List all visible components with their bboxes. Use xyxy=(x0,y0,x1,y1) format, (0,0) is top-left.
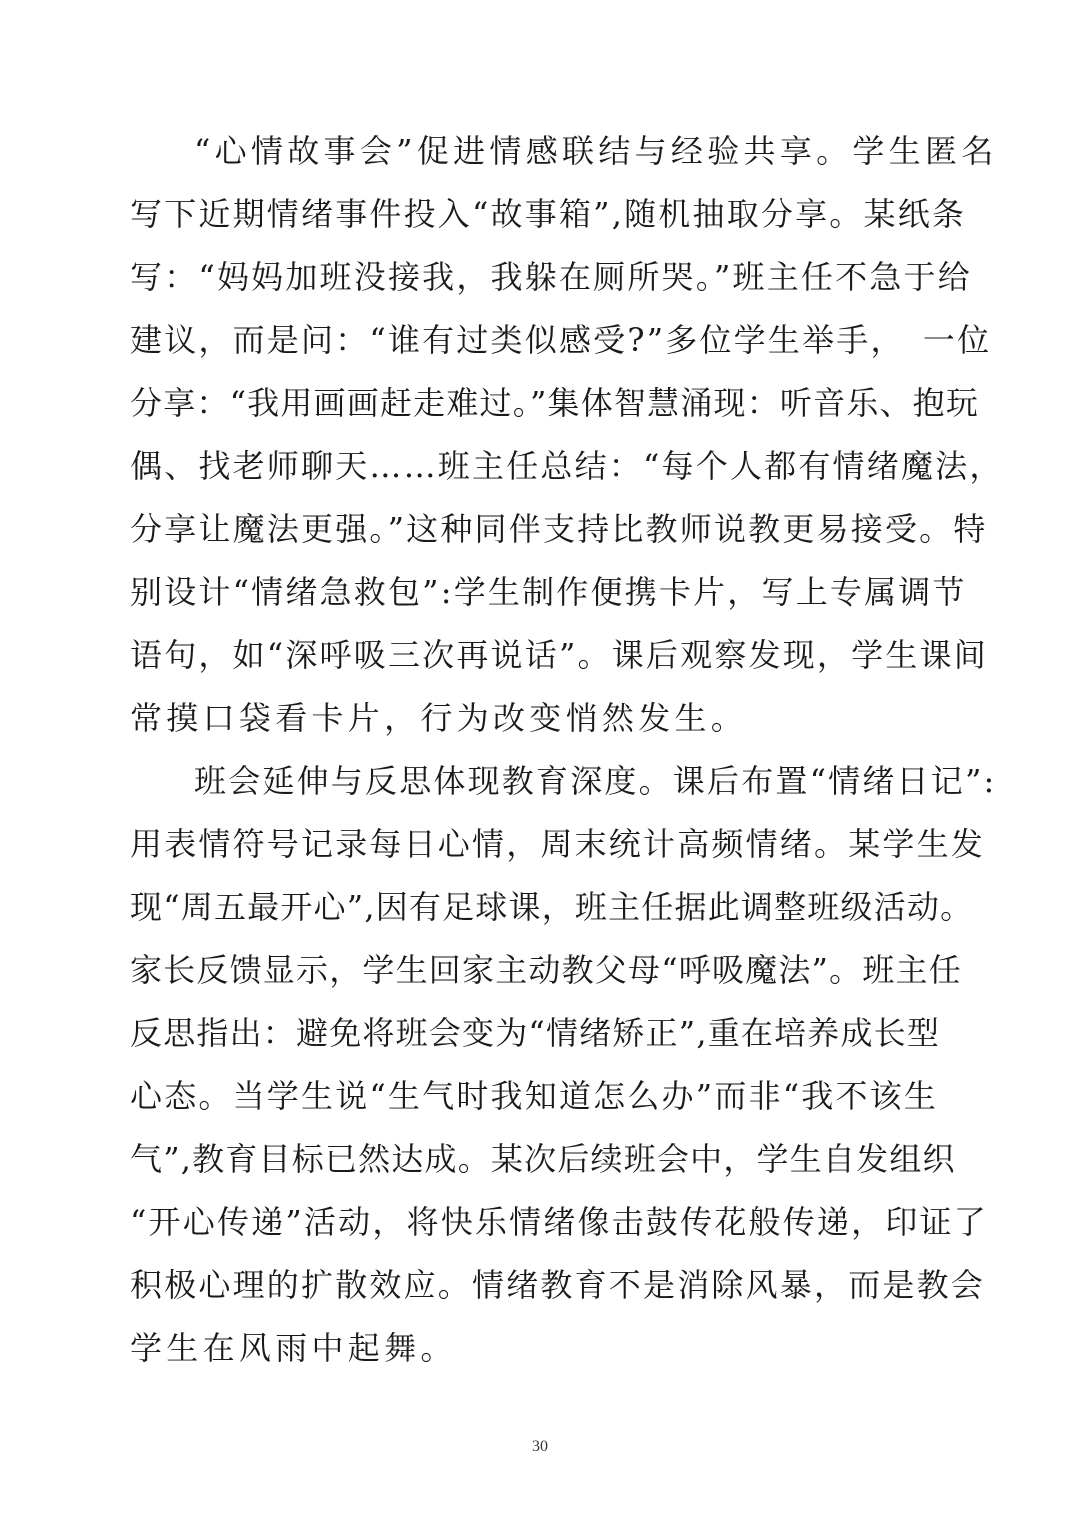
paragraph-2-line-7: 气”,教育目标已然达成。某次后续班会中，学生自发组织 xyxy=(130,1140,956,1178)
paragraph-2-line-4: 家长反馈显示，学生回家主动教父母“呼吸魔法”。班主任 xyxy=(130,951,962,989)
paragraph-2-line-3: 现“周五最开心”,因有足球课，班主任据此调整班级活动。 xyxy=(130,888,974,926)
paragraph-1-line-10: 常摸口袋看卡片，行为改变悄然发生。 xyxy=(130,699,748,737)
paragraph-1-line-5: 分享：“我用画画赶走难过。”集体智慧涌现：听音乐、抱玩 xyxy=(130,384,980,422)
page-number: 30 xyxy=(532,1438,548,1455)
paragraph-1-line-8: 别设计“情绪急救包”:学生制作便携卡片，写上专属调节 xyxy=(130,573,967,611)
paragraph-1-line-4: 建议，而是问：“谁有过类似感受?”多位学生举手， 一位 xyxy=(130,321,992,359)
paragraph-1-line-1: “心情故事会”促进情感联结与经验共享。学生匿名 xyxy=(194,132,998,170)
paragraph-1-line-3: 写：“妈妈加班没接我，我躲在厕所哭。”班主任不急于给 xyxy=(130,258,972,296)
paragraph-1-line-2: 写下近期情绪事件投入“故事箱”,随机抽取分享。某纸条 xyxy=(130,195,967,233)
paragraph-1-line-6: 偶、找老师聊天……班主任总结：“每个人都有情绪魔法， xyxy=(130,447,1004,485)
paragraph-2-line-8: “开心传递”活动，将快乐情绪像击鼓传花般传递，印证了 xyxy=(130,1203,988,1241)
paragraph-2-line-1: 班会延伸与反思体现教育深度。课后布置“情绪日记”: xyxy=(194,762,997,800)
paragraph-2-line-6: 心态。当学生说“生气时我知道怎么办”而非“我不该生 xyxy=(130,1077,939,1115)
paragraph-2-line-10: 学生在风雨中起舞。 xyxy=(130,1329,457,1367)
paragraph-1-line-7: 分享让魔法更强。”这种同伴支持比教师说教更易接受。特 xyxy=(130,510,988,548)
paragraph-2-line-5: 反思指出：避免将班会变为“情绪矫正”,重在培养成长型 xyxy=(130,1014,941,1052)
paragraph-2-line-2: 用表情符号记录每日心情，周末统计高频情绪。某学生发 xyxy=(130,825,986,863)
paragraph-1-line-9: 语句，如“深呼吸三次再说话”。课后观察发现，学生课间 xyxy=(130,636,988,674)
paragraph-2-line-9: 积极心理的扩散效应。情绪教育不是消除风暴，而是教会 xyxy=(130,1266,986,1304)
body-text xyxy=(130,120,1004,1380)
